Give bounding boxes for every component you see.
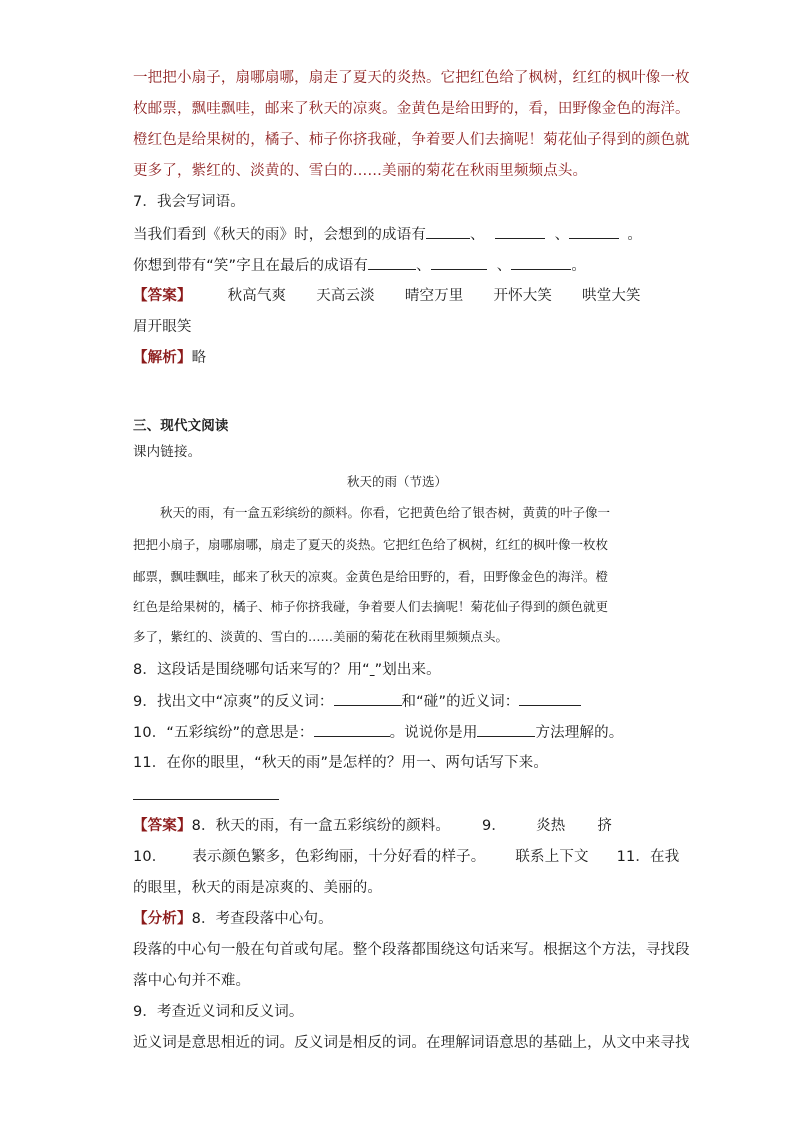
answer-10	[133, 847, 679, 867]
answer-text: 联系上下文	[515, 849, 589, 865]
answer-blank[interactable]	[368, 255, 416, 270]
answer-blank[interactable]	[569, 224, 619, 239]
answer-line	[133, 799, 279, 800]
analysis-text: 8．考查段落中心句。	[191, 911, 333, 927]
answer-item: 秋高气爽	[227, 288, 287, 304]
separator: 、	[554, 227, 570, 243]
period: 。	[627, 227, 642, 243]
passage-line: 更多了，紫红的、淡黄的、雪白的……美丽的菊花在秋雨里频频点头。	[133, 163, 588, 179]
question-text: 方法理解的。	[535, 725, 624, 741]
question-text: 10．“五彩缤纷”的意思是：	[133, 725, 314, 741]
answer-number: 10．	[133, 849, 167, 865]
question-text: ”划出来。	[374, 662, 441, 678]
separator: 、	[496, 258, 512, 274]
excerpt-title: 秋天的雨（节选）	[346, 474, 447, 489]
answer-blank[interactable]	[426, 224, 470, 239]
section-heading: 三、现代文阅读	[133, 418, 229, 434]
answer-item: 哄堂大笑	[582, 288, 641, 304]
answer-blank[interactable]	[477, 722, 535, 737]
answer-blank[interactable]	[314, 722, 390, 737]
question-text: 当我们看到《秋天的雨》时，会想到的成语有	[133, 227, 426, 243]
question-text: 。说说你是用	[389, 725, 478, 741]
section-subheading: 课内链接。	[133, 444, 202, 460]
answer-text: 表示颜色繁多，色彩绚丽，十分好看的样子。	[192, 849, 486, 865]
analysis-7	[133, 348, 206, 368]
passage-line: 枚邮票，飘哇飘哇，邮来了秋天的凉爽。金黄色是给田野的，看，田野像金色的海洋。	[133, 101, 690, 117]
question-11: 11．在你的眼里，“秋天的雨”是怎样的？用一、两句话写下来。	[133, 755, 548, 771]
answer-number: 9．	[482, 818, 507, 834]
analysis-text: 近义词是意思相近的词。反义词是相反的词。在理解词语意思的基础上，从文中来寻找	[133, 1035, 690, 1051]
question-text: 和“碰”的近义词：	[401, 694, 520, 710]
answer-text: 挤	[597, 818, 613, 834]
answer-blank[interactable]	[511, 255, 571, 270]
excerpt-line: 把把小扇子，扇哪扇哪，扇走了夏天的炎热。它把红色给了枫树，红红的枫叶像一枚枚	[133, 537, 609, 552]
question-text: 你想到带有“笑”字且在最后的成语有	[133, 258, 369, 274]
question-text: 8．这段话是围绕哪句话来写的？用“	[133, 662, 370, 678]
question-7-line2	[133, 255, 586, 276]
analysis-tag: 【分析】	[133, 911, 192, 927]
excerpt-line: 红色是给果树的，橘子、柿子你挤我碰，争着要人们去摘呢！菊花仙子得到的颜色就更	[133, 599, 609, 614]
analysis-text: 段落的中心句一般在句首或句尾。整个段落都围绕这句话来写。根据这个方法，寻找段	[133, 942, 690, 958]
answer-blank[interactable]	[334, 691, 402, 706]
question-8	[133, 660, 441, 680]
answer-text: 炎热	[536, 818, 566, 834]
excerpt-line: 邮票，飘哇飘哇，邮来了秋天的凉爽。金黄色是给田野的，看，田野像金色的海洋。橙	[133, 569, 609, 584]
separator: 、	[470, 227, 485, 243]
answer-text: 8．秋天的雨，有一盒五彩缤纷的颜料。	[191, 818, 451, 834]
answer-blank[interactable]	[431, 255, 487, 270]
question-7-title: 7．我会写词语。	[133, 194, 245, 210]
analysis-text: 略	[191, 350, 207, 366]
answer-tag: 【答案】	[133, 288, 192, 304]
answer-item: 天高云淡	[316, 288, 375, 304]
period: 。	[571, 258, 587, 274]
analysis-tag: 【解析】	[133, 350, 192, 366]
excerpt-line: 秋天的雨，有一盒五彩缤纷的颜料。你看，它把黄色给了银杏树，黄黄的叶子像一	[160, 505, 611, 520]
question-9	[133, 691, 581, 712]
answer-item: 晴空万里	[404, 288, 464, 304]
passage-line: 一把把小扇子，扇哪扇哪，扇走了夏天的炎热。它把红色给了枫树，红红的枫叶像一枚	[133, 70, 690, 86]
answer-text: 11．在我	[616, 849, 680, 865]
answer-11: 的眼里，秋天的雨是凉爽的、美丽的。	[133, 880, 383, 896]
answer-blank[interactable]	[519, 691, 581, 706]
question-text: 9．找出文中“凉爽”的反义词：	[133, 694, 334, 710]
answer-item: 开怀大笑	[493, 288, 553, 304]
answer-blank[interactable]	[495, 224, 545, 239]
analysis-text: 9．考查近义词和反义词。	[133, 1004, 304, 1020]
question-7-line1	[133, 224, 642, 245]
analysis-text: 落中心句并不难。	[133, 973, 251, 989]
answer-item: 眉开眼笑	[133, 319, 192, 335]
answer-8	[133, 816, 612, 836]
separator: 、	[416, 258, 431, 274]
question-10	[133, 722, 623, 743]
answer-tag: 【答案】	[133, 818, 192, 834]
answer-7	[133, 286, 641, 306]
excerpt-line: 多了，紫红的、淡黄的、雪白的……美丽的菊花在秋雨里频频点头。	[133, 629, 509, 644]
passage-line: 橙红色是给果树的，橘子、柿子你挤我碰，争着要人们去摘呢！菊花仙子得到的颜色就	[133, 132, 690, 148]
analysis-8	[133, 909, 333, 929]
